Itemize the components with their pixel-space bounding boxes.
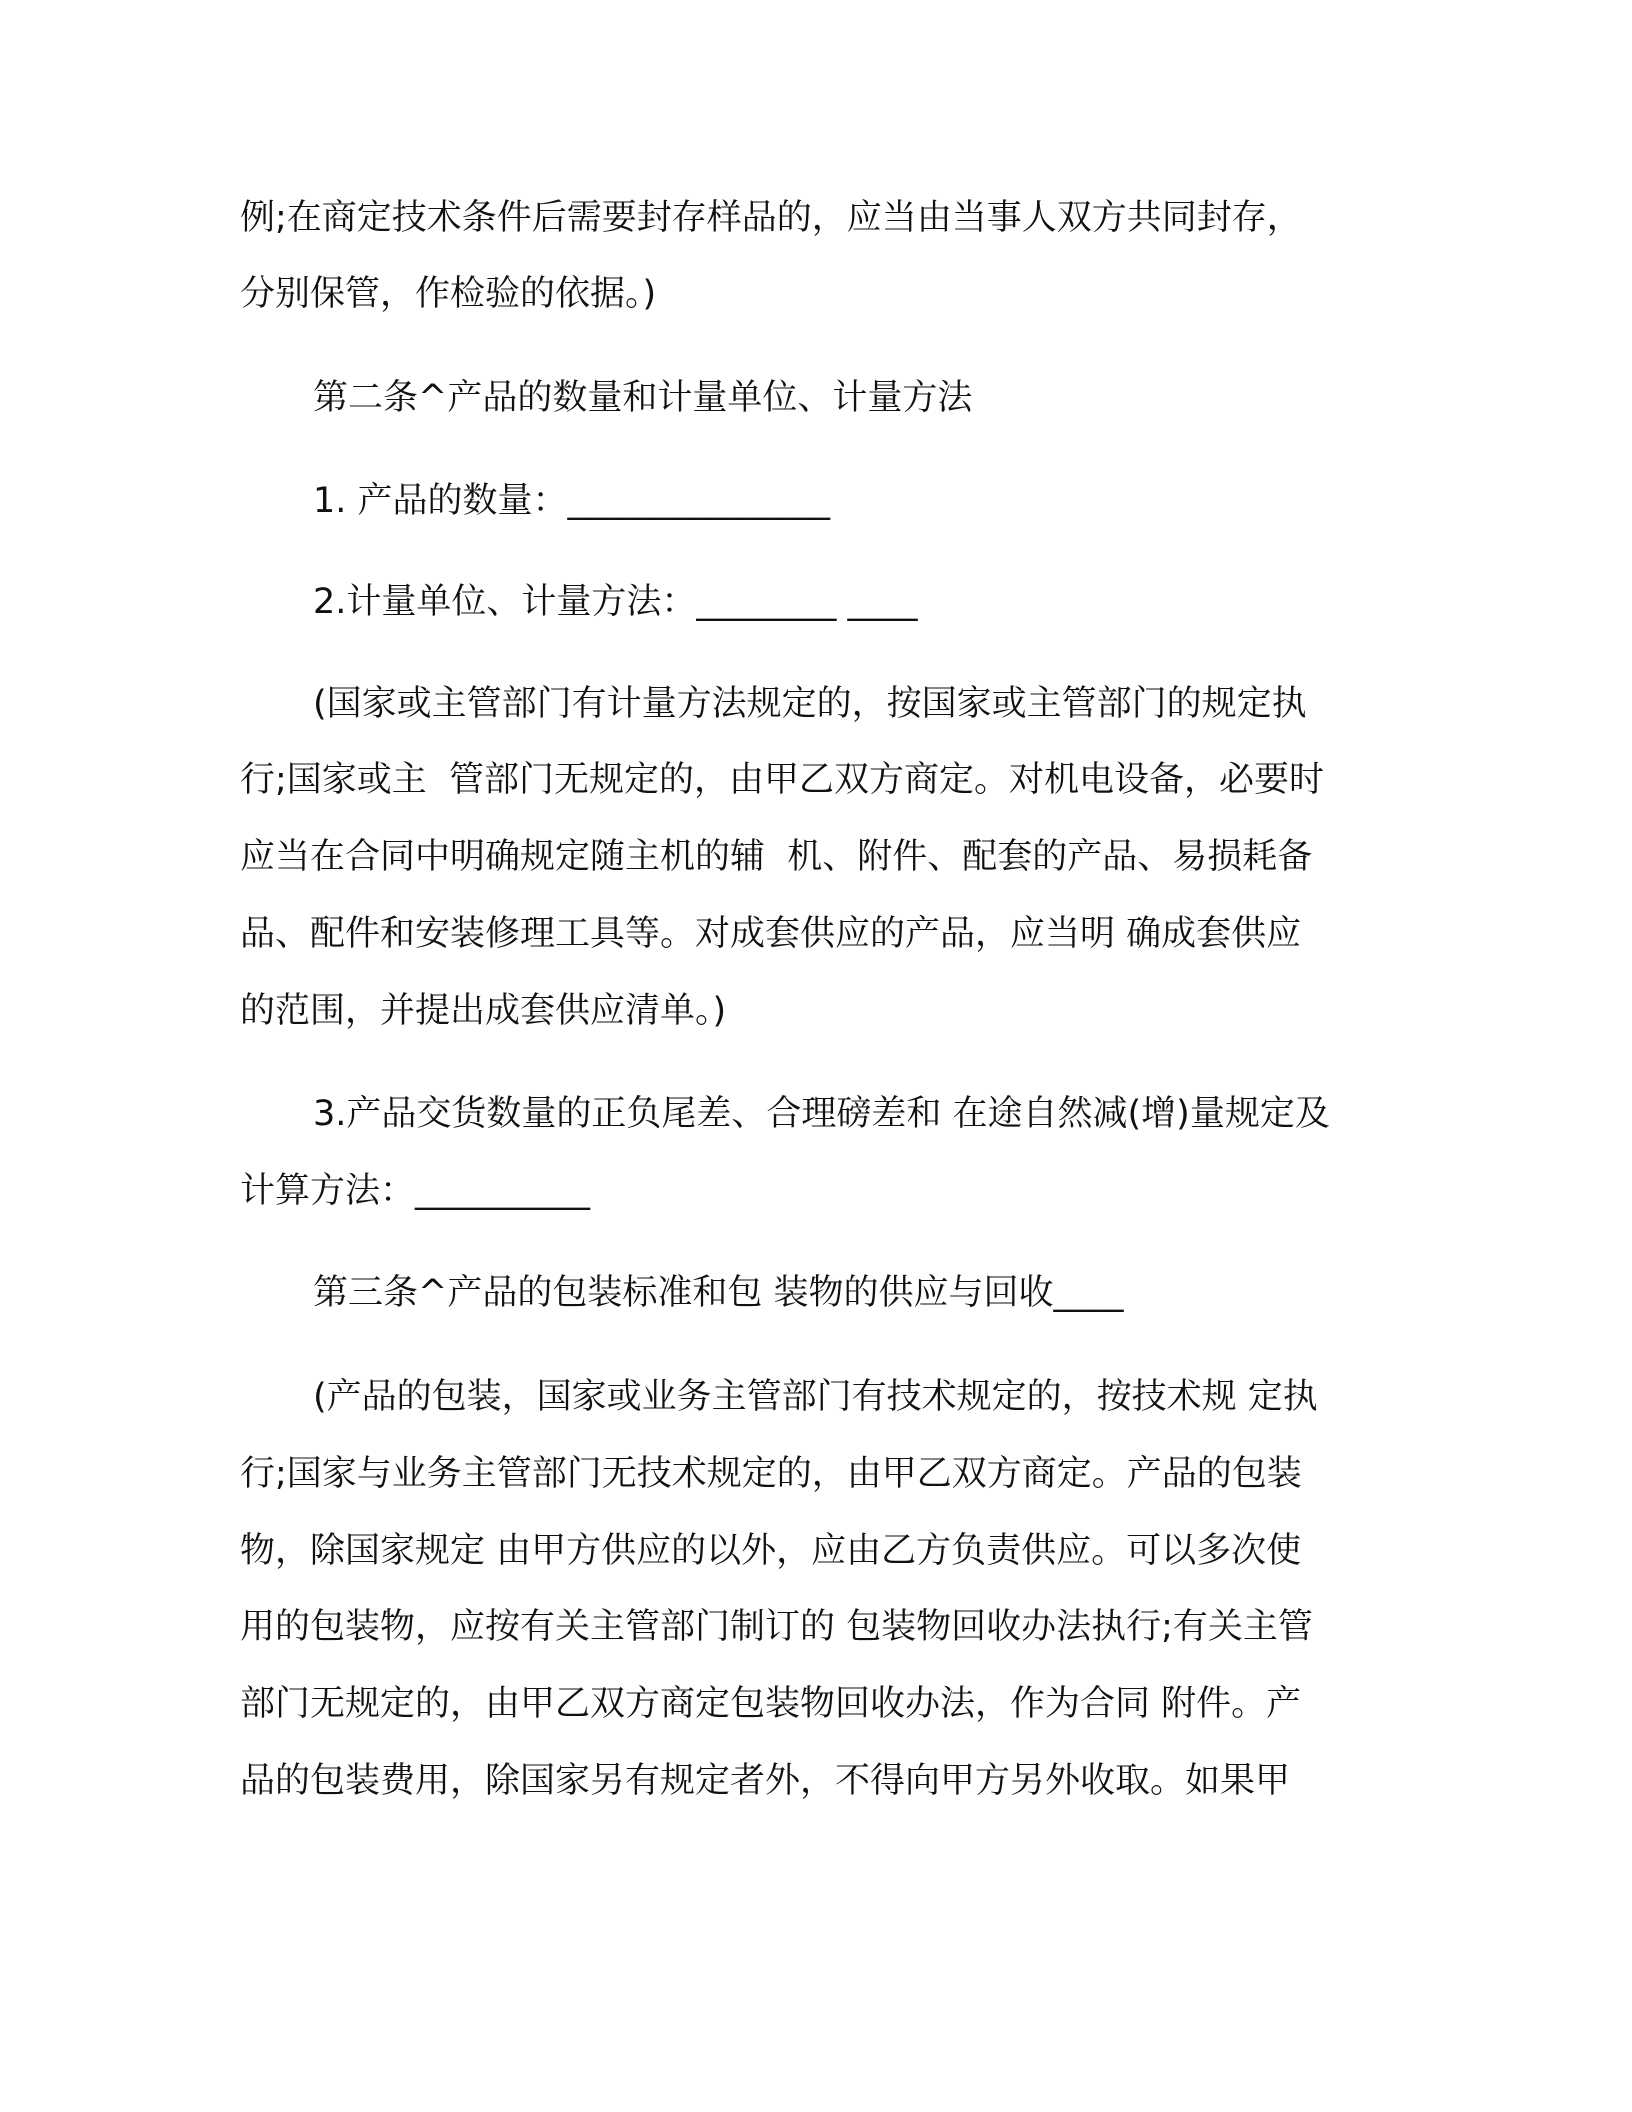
section-heading-article-2: 第二条^产品的数量和计量单位、计量方法 [313,378,973,418]
paragraph-line: 2.计量单位、计量方法：________ ____ [313,582,918,622]
section-heading-article-3: 第三条^产品的包装标准和包 装物的供应与回收____ [313,1273,1124,1313]
paragraph-line: (产品的包装，国家或业务主管部门有技术规定的，按技术规 定执 [313,1377,1318,1417]
paragraph-line: 行;国家与业务主管部门无技术规定的，由甲乙双方商定。产品的包装 [240,1454,1302,1494]
paragraph-line: 分别保管，作检验的依据。) [240,274,657,314]
paragraph-line: 品、配件和安装修理工具等。对成套供应的产品，应当明 确成套供应 [240,914,1302,954]
paragraph-line: 1. 产品的数量：_______________ [313,481,831,521]
paragraph-line: (国家或主管部门有计量方法规定的，按国家或主管部门的规定执 [313,684,1307,724]
paragraph-line: 品的包装费用，除国家另有规定者外，不得向甲方另外收取。如果甲 [240,1761,1291,1801]
paragraph-line: 部门无规定的，由甲乙双方商定包装物回收办法，作为合同 附件。产 [240,1684,1302,1724]
paragraph-line: 物，除国家规定 由甲方供应的以外，应由乙方负责供应。可以多次使 [240,1531,1302,1571]
paragraph-line: 计算方法：__________ [240,1171,591,1211]
paragraph-line: 的范围，并提出成套供应清单。) [240,991,727,1031]
paragraph-line: 应当在合同中明确规定随主机的辅 机、附件、配套的产品、易损耗备 [240,837,1313,877]
paragraph-line: 行;国家或主 管部门无规定的，由甲乙双方商定。对机电设备，必要时 [240,760,1325,800]
paragraph-line: 例;在商定技术条件后需要封存样品的，应当由当事人双方共同封存， [240,198,1302,238]
paragraph-line: 3.产品交货数量的正负尾差、合理磅差和 在途自然减(增)量规定及 [313,1094,1330,1134]
paragraph-line: 用的包装物，应按有关主管部门制订的 包装物回收办法执行;有关主管 [240,1607,1313,1647]
